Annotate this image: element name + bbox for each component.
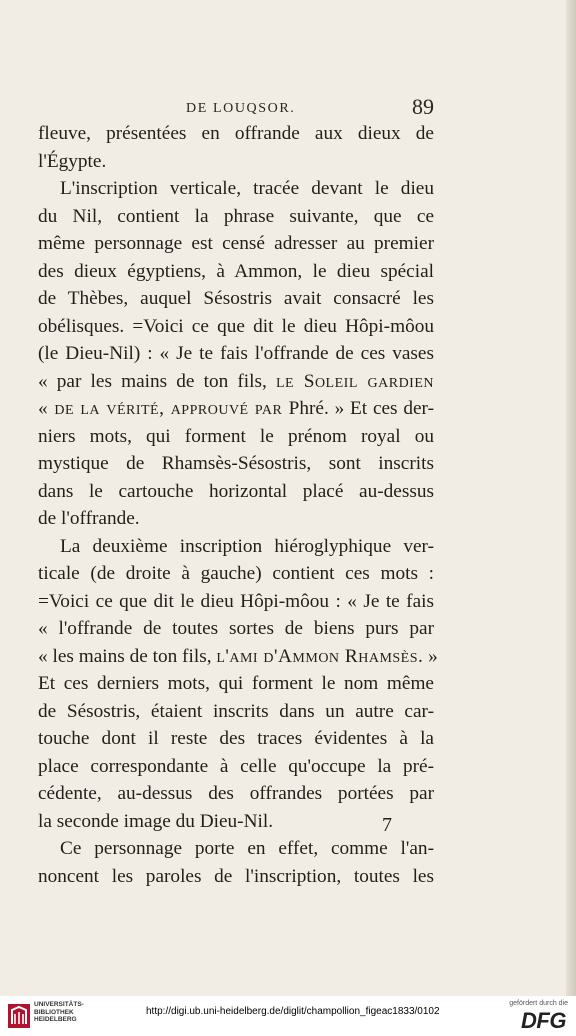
text-segment: fleuve, présentées en offrande aux dieux de: [38, 123, 434, 144]
text-segment: « les mains de ton fils,: [38, 645, 217, 667]
text-line: [38, 120, 434, 148]
viewer-footer: [0, 996, 576, 1036]
text-line: [38, 340, 434, 368]
text-line: [38, 698, 434, 726]
signature-mark: 7: [382, 814, 392, 836]
text-line: [38, 313, 434, 341]
text-segment: touche dont il reste des traces évidentes à la: [38, 728, 434, 749]
text-line: [38, 835, 434, 863]
text-segment: niers mots, qui forment le prénom royal ou: [38, 425, 434, 447]
text-segment: L'inscription verticale, tracée devant le dieu: [60, 178, 434, 199]
text-segment: « par les mains de ton fils,: [38, 370, 276, 392]
dfg-logo: DFG: [521, 1008, 566, 1033]
text-line: [38, 615, 434, 643]
text-segment: La deuxième inscription hiéroglyphique ver-: [60, 535, 434, 557]
text-segment: cédente, au-dessus des offrandes portées par: [38, 783, 434, 804]
text-segment: la seconde image du Dieu-Nil.: [38, 810, 274, 832]
text-segment: mystique de Rhamsès-Sésostris, sont inscrits: [38, 453, 434, 474]
text-segment: ticale (de droite à gauche) contient ces mots :: [38, 563, 434, 584]
text-line: [38, 643, 438, 671]
text-segment: obélisques. =Voici ce que dit le dieu Hôpi-môou: [38, 315, 434, 337]
text-segment: du Nil, contient la phrase suivante, que ce: [38, 205, 434, 227]
text-segment: »: [423, 645, 438, 667]
text-segment: noncent les paroles de l'inscription, toutes les: [38, 865, 434, 887]
permalink-url[interactable]: http://digi.ub.uni-heidelberg.de/diglit/champollion_figeac1833/0102: [146, 1006, 440, 1017]
text-line: [38, 258, 434, 286]
page-edge-shadow: [566, 0, 576, 996]
text-segment: (le Dieu-Nil) : « Je te fais l'offrande de ces vases: [38, 343, 434, 364]
text-segment: l'Égypte.: [38, 150, 107, 172]
text-segment: dans le cartouche horizontal placé au-dessus: [38, 480, 434, 502]
text-line: [38, 560, 434, 588]
text-line: [38, 423, 434, 451]
page-number: 89: [412, 94, 434, 119]
library-line: HEIDELBERG: [34, 1016, 77, 1023]
text-line: [38, 863, 434, 891]
text-segment: Ce personnage porte en effet, comme l'an-: [60, 838, 434, 859]
text-segment: Phré. » Et ces der-: [288, 398, 435, 419]
text-segment: =Voici ce que dit le dieu Hôpi-môou : « Je te fais: [38, 590, 434, 612]
text-segment: de Sésostris, étaient inscrits dans un autre car-: [38, 700, 434, 722]
text-line: [38, 725, 434, 753]
text-line: [38, 588, 434, 616]
small-caps-text: « de la vérité, approuvé par: [38, 398, 289, 419]
text-line: [38, 285, 434, 313]
funded-by-label: gefördert durch die: [509, 1000, 568, 1007]
text-line: [38, 203, 434, 231]
text-line: [38, 753, 434, 781]
text-segment: des dieux égyptiens, à Ammon, le dieu spécial: [38, 260, 434, 282]
text-segment: « l'offrande de toutes sortes de biens purs par: [38, 618, 434, 639]
body-text: [38, 120, 438, 890]
text-line: [38, 780, 434, 808]
text-line: [38, 478, 434, 506]
text-line: [38, 395, 434, 423]
text-line: [38, 533, 434, 561]
text-line: [38, 230, 434, 258]
text-line: [38, 148, 434, 176]
text-line: [38, 505, 434, 533]
small-caps-text: le Soleil gardien: [275, 370, 435, 392]
library-line: BIBLIOTHEK: [34, 1008, 74, 1016]
small-caps-text: l'ami d'Ammon Rhamsès.: [216, 645, 424, 667]
running-title: DE LOUQSOR.: [186, 101, 296, 116]
text-line: [38, 450, 434, 478]
text-segment: place correspondante à celle qu'occupe la pré-: [38, 755, 434, 777]
text-segment: de Thèbes, auquel Sésostris avait consacré les: [38, 288, 434, 309]
library-name: [34, 1001, 84, 1024]
library-line: UNIVERSITÄTS-: [34, 1001, 84, 1008]
text-segment: même personnage est censé adresser au premier: [38, 233, 434, 254]
university-library-logo-icon: [6, 1002, 32, 1030]
text-segment: de l'offrande.: [38, 508, 140, 529]
text-line: [38, 670, 434, 698]
text-segment: Et ces derniers mots, qui forment le nom même: [38, 673, 434, 694]
text-line: [38, 368, 434, 396]
text-line: [38, 175, 434, 203]
text-line: [38, 808, 434, 836]
